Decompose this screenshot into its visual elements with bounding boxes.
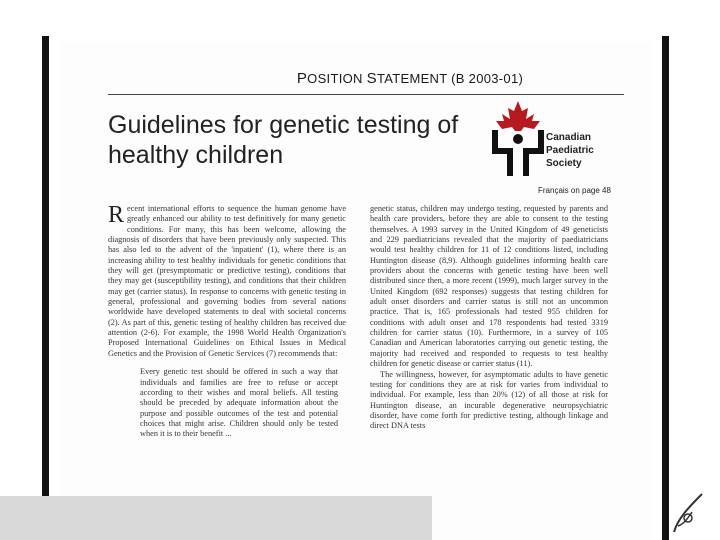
header-text-1: OSITION [307, 71, 367, 86]
header-code: (B 2003-01) [447, 71, 524, 86]
title-line-1: Guidelines for genetic testing of [108, 111, 459, 139]
right-paragraph-2: The willingness, however, for asymptomatic adults to have genetic testing for conditions they are at risk for varies from individual to individual. For example, less than 20% (12) of all those at risk for Huntington disease, an incurable degenerative neuropsychiatric disorder, have come forth for predictive testing, although linkage and direct DNA tests [370, 369, 608, 431]
header-cap-p: P [296, 70, 308, 87]
title-line-2: healthy children [108, 141, 284, 169]
header-rule [108, 94, 624, 95]
cps-name-line-3: Society [546, 158, 582, 169]
page-corner-logo-icon [668, 488, 708, 538]
who-quote: Every genetic test should be offered in such a way that individuals and families are free to refuse or accept according to their wishes and moral beliefs. All testing should be preceded by adequate information about the purpose and possible outcomes of the test and potential choices that might arise. Children should only be tested when it is to their benefit ... [140, 367, 338, 439]
left-frame-bar [42, 36, 49, 540]
cps-logo-icon [488, 99, 548, 179]
left-paragraph-1-text: ecent international efforts to sequence the human genome have greatly enhanced our ability to test definitively for many genetic conditions. For many, this has been welcome, allowing the diagnosis of disorders that have been previously only suspected. This has also led to the advent of the 'inpatient' (1), where there is an increasing ability to test healthy individuals for genetic conditions that they will get (presymptomatic or predictive testing), conditions that they may get (susceptibility testing), and conditions that their children may get (carrier status). In response to concerns with genetic testing in general, professional and governing bodies from several nations worldwide have developed statements to deal with societal concerns (2). As part of this, genetic testing of healthy children has received due attention (2-6). For example, the 1998 World Health Organization's Proposed International Guidelines on Ethical Issues in Medical Genetics and the Provision of Genetic Services (7) recommends that: [108, 204, 346, 358]
left-paragraph-1 [108, 204, 346, 359]
child-head-icon [513, 134, 523, 144]
left-column [108, 204, 346, 440]
cps-name [546, 131, 626, 170]
header-cap-s: S [366, 70, 377, 87]
drop-cap: R [108, 202, 125, 228]
francais-page-note: Français on page 48 [538, 186, 611, 195]
right-column [370, 204, 608, 432]
position-statement-header [260, 70, 560, 87]
right-paragraph-1: genetic status, children may undergo testing, requested by parents and health care providers, before they are able to consent to the testing themselves. A 1993 survey in the United Kingdom of 49 geneticists and 229 paediatricians revealed that the majority of paediatricians would test healthy children for 11 of 12 conditions listed, including Huntington disease (8,9). Although guidelines informing health care providers about the concerns with genetic testing have been well distributed since then, a more recent (1999), much larger survey in the United Kingdom (692 responses) suggests that testing children for adult onset disorders and carrier status is still not an uncommon practice. That is, 165 professionals had tested 955 children for conditions with adult onset and 178 respondents had tested 3319 children for carrier status (10). Furthermore, in a survey of 105 Canadian and American laboratories carrying out genetic testing, the majority had received and responded to requests to test healthy children for genetic disease or carrier status (11). [370, 204, 608, 369]
right-frame-bar [662, 36, 669, 540]
cps-name-line-2: Paediatric [546, 145, 594, 156]
grey-overlay-box [0, 496, 432, 540]
header-text-2: TATEMENT [376, 71, 448, 86]
document-page [60, 42, 652, 540]
cps-name-line-1: Canadian [546, 132, 592, 143]
document-title [108, 110, 468, 170]
maple-leaf-icon [496, 101, 540, 131]
